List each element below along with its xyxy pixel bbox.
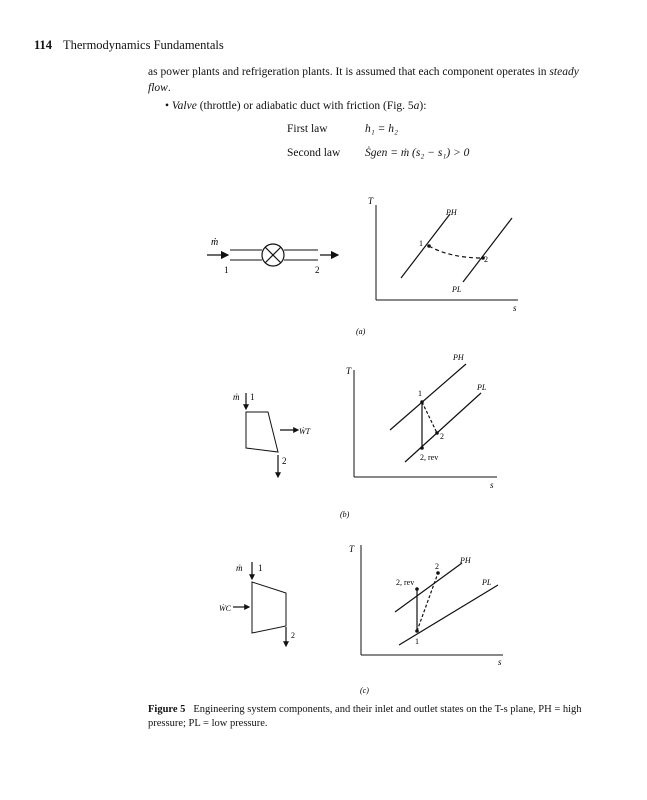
fig-c-pL-label: PL (482, 578, 492, 587)
fig-c-work-label: ẆC (219, 604, 231, 613)
fig-c-state2: 2 (435, 562, 439, 571)
fig-b-outlet-label: 2 (282, 456, 287, 466)
figure-caption (148, 703, 588, 731)
fig-c-flow-label: ṁ (236, 563, 243, 573)
fig-c-compressor-schematic (219, 562, 295, 646)
fig-c-ts-diagram (349, 544, 503, 667)
intro-text: as power plants and refrigeration plants. It is assumed that each component operates in (148, 66, 550, 78)
fig-a-pL-label: PL (452, 285, 462, 294)
fig-c-sublabel: (c) (360, 686, 369, 695)
fig-c-state2rev: 2, rev (396, 578, 415, 587)
fig-b-state2rev: 2, rev (420, 453, 439, 462)
fig-c-actual-path (417, 573, 438, 631)
fig-c-isobar-low (399, 585, 498, 645)
fig-b-actual-path (422, 402, 437, 433)
first-law-equation: h₁ = h₂ (365, 123, 399, 135)
bullet-fig-ref: a (413, 100, 420, 112)
fig-a-ts-diagram (368, 196, 518, 313)
fig-a-state1: 1 (419, 239, 423, 248)
fig-c-T-label: T (349, 544, 355, 554)
fig-b-state1: 1 (418, 389, 422, 398)
fig-a-inlet-label: 1 (224, 265, 229, 275)
fig-b-flow-label: ṁ (233, 392, 240, 402)
bullet-term: Valve (171, 100, 197, 112)
fig-b-work-label: ẆT (299, 427, 311, 436)
fig-a-process-path (429, 246, 483, 258)
fig-a-state2: 2 (484, 255, 488, 264)
second-law-label: Second law (287, 147, 341, 159)
fig-a-s-label: s (513, 303, 517, 313)
fig-b-inlet-label: 1 (250, 392, 255, 402)
fig-a-pH-label: PH (446, 208, 457, 217)
fig-c-pH-label: PH (460, 556, 471, 565)
fig-c-s-label: s (498, 657, 502, 667)
caption-label: Figure 5 (148, 704, 186, 715)
fig-b-isobar-low (405, 393, 481, 462)
fig-b-state2: 2 (440, 432, 444, 441)
fig-a-outlet-label: 2 (315, 265, 320, 275)
turbine-icon (246, 412, 278, 452)
fig-b-s-label: s (490, 480, 494, 490)
bullet-text: (throttle) or adiabatic duct with friction (Fig. 5 (196, 100, 414, 112)
first-law-label: First law (287, 123, 328, 135)
fig-b-T-label: T (346, 366, 352, 376)
fig-b-turbine-schematic (233, 392, 311, 477)
fig-c-outlet-label: 2 (291, 631, 295, 640)
running-title: Thermodynamics Fundamentals (62, 38, 224, 52)
caption-text: Engineering system components, and their inlet and outlet states on the T-s plane, PH = high pressure; PL = low pressure. (148, 704, 582, 729)
fig-a-T-label: T (368, 196, 374, 206)
fig-b-ts-diagram (346, 353, 497, 490)
fig-b-pH-label: PH (453, 353, 464, 362)
fig-a-valve-schematic (207, 237, 338, 275)
bullet-marker: • (165, 100, 170, 112)
fig-b-sublabel: (b) (340, 510, 350, 519)
second-law-equation: Ṡgen = ṁ (s₂ − s₁) > 0 (365, 147, 470, 159)
fig-c-inlet-label: 1 (258, 563, 263, 573)
fig-a-sublabel: (a) (356, 327, 366, 336)
fig-b-pL-label: PL (477, 383, 487, 392)
page-number: 114 (34, 38, 53, 52)
compressor-icon (252, 582, 286, 633)
intro-text-end: . (167, 82, 171, 94)
fig-a-isobar-high (401, 214, 450, 278)
fig-c-state1: 1 (415, 637, 419, 646)
bullet-close: ): (419, 100, 427, 112)
fig-c-isobar-high (395, 563, 462, 612)
fig-a-isobar-low (463, 218, 512, 282)
fig-a-flow-label: ṁ (211, 237, 219, 248)
fig-b-isobar-high (390, 364, 466, 430)
intro-emphasis: steady flow (148, 66, 579, 94)
